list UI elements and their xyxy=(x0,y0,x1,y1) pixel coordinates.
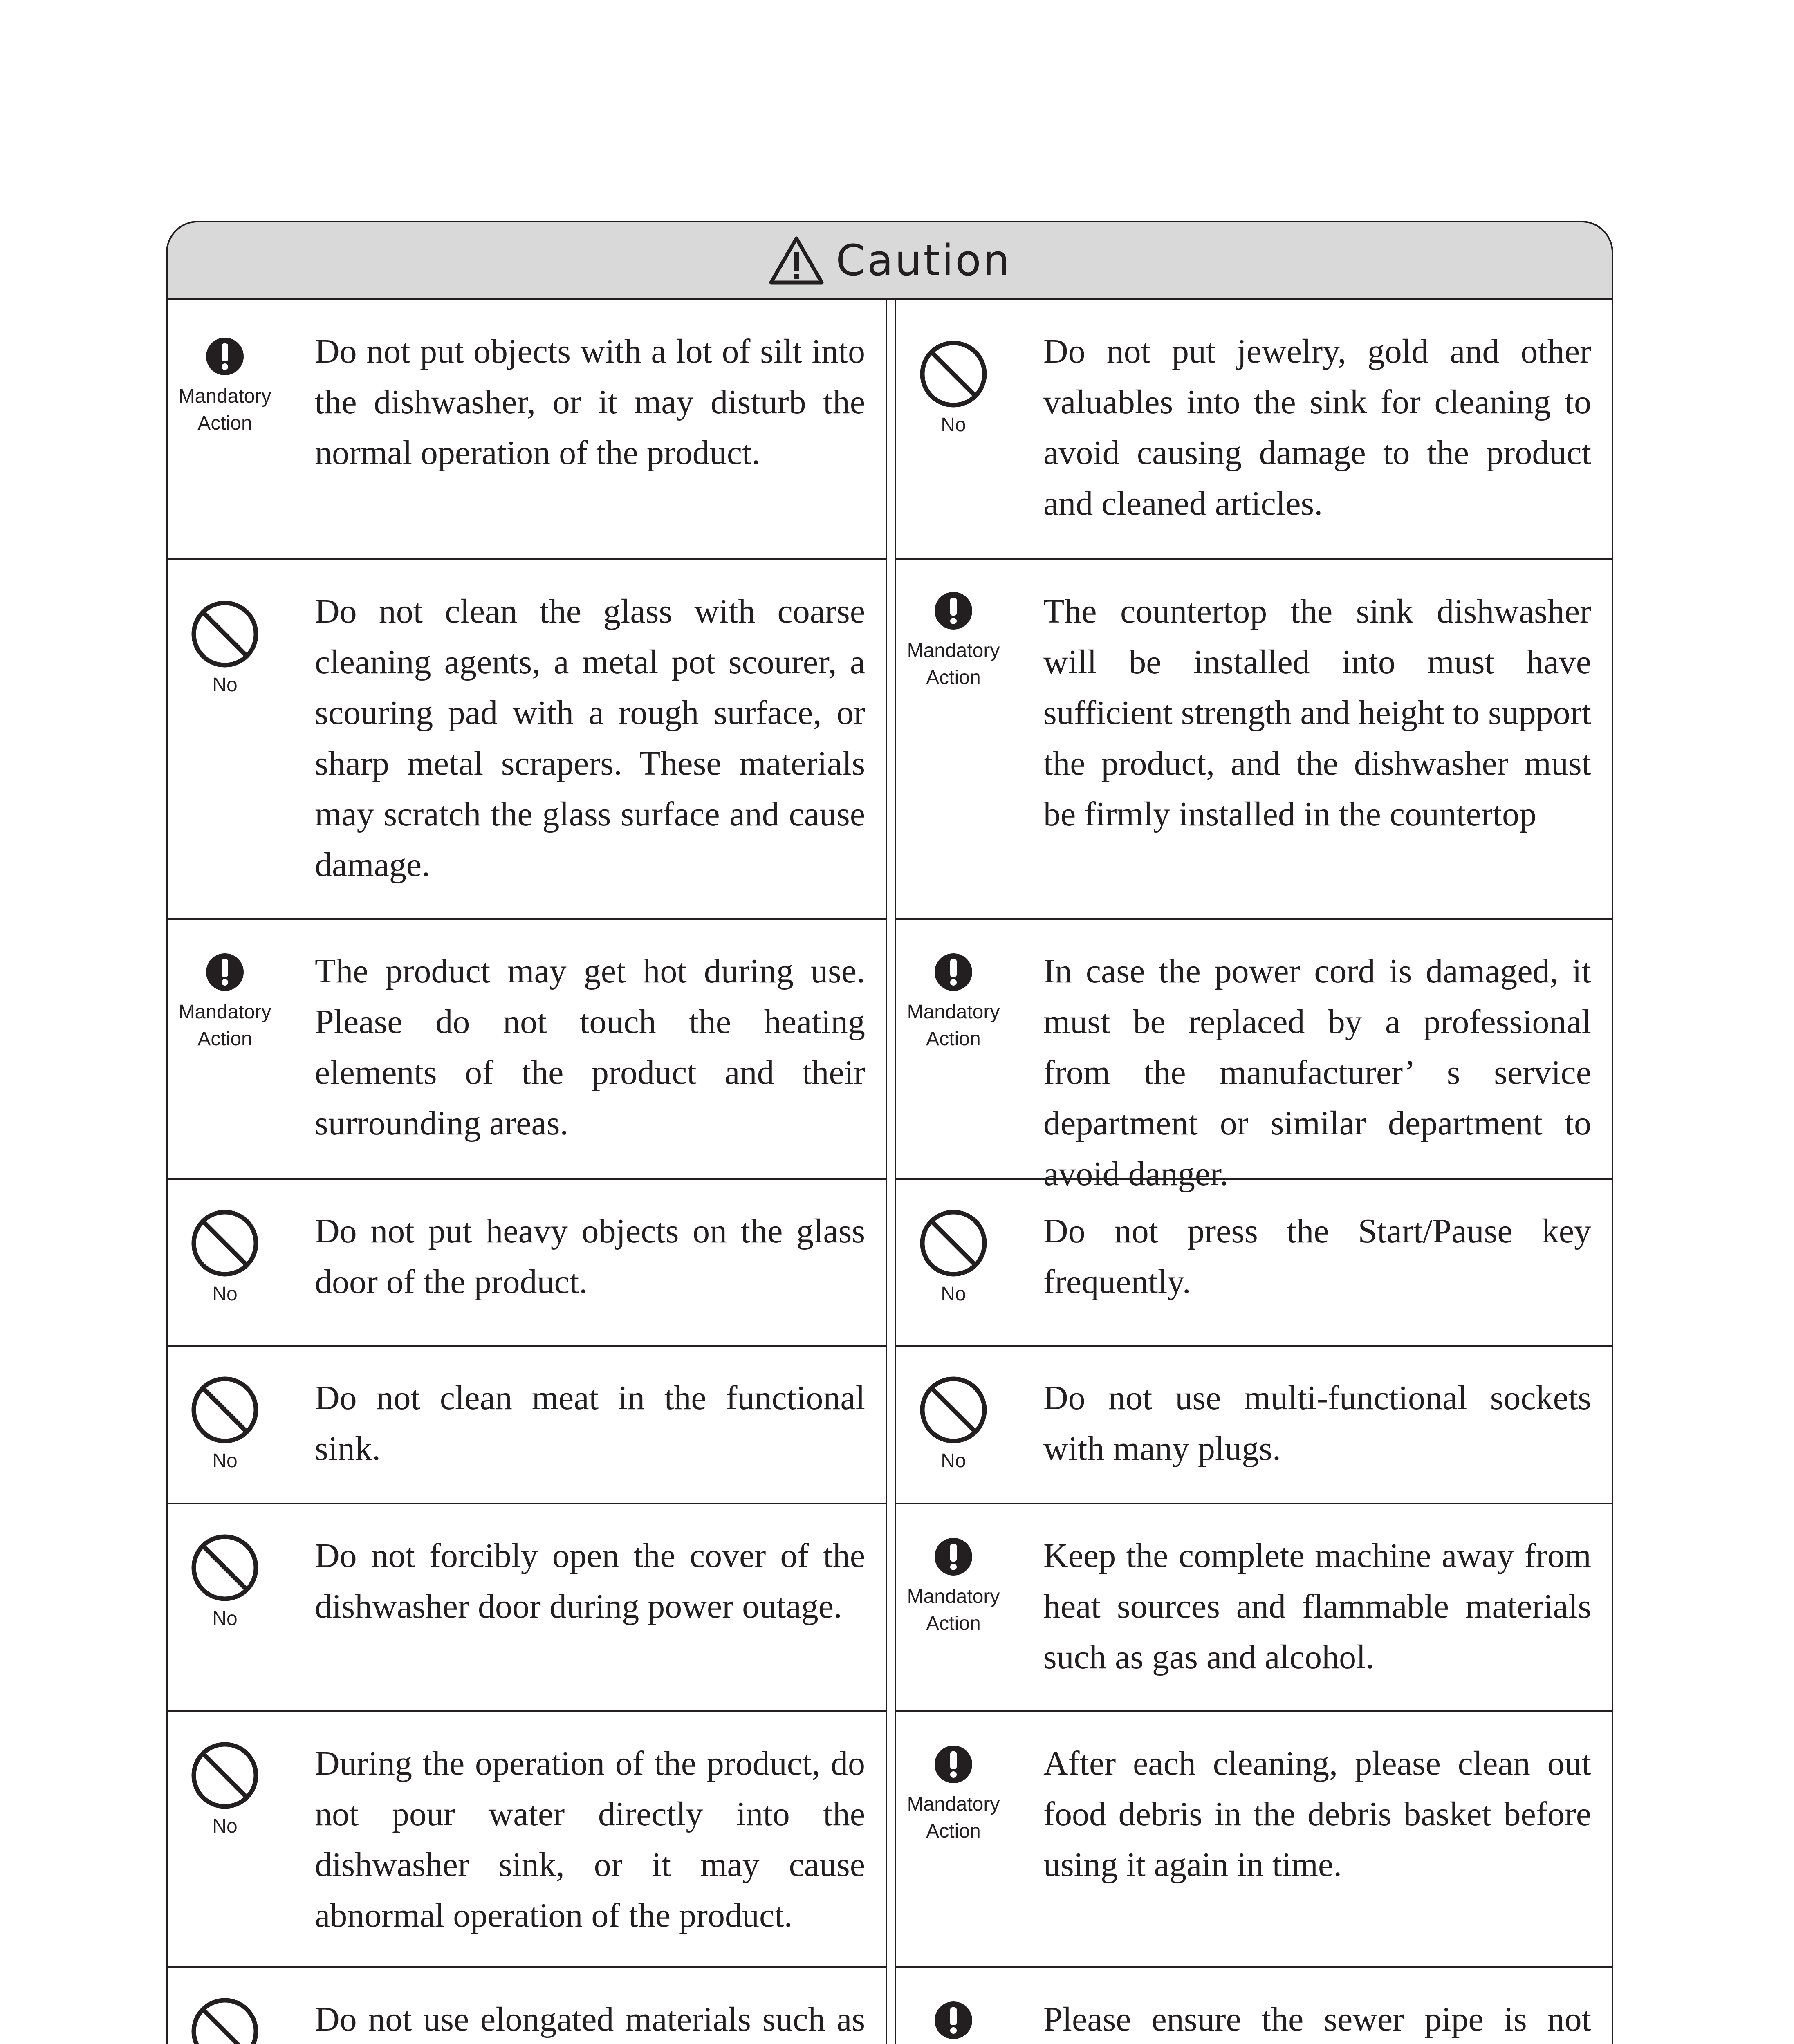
caution-item xyxy=(896,560,1612,920)
mandatory-action-badge xyxy=(178,953,271,1053)
prohibited-badge xyxy=(184,1997,266,2044)
no-caption: No xyxy=(941,414,966,436)
caution-item-text: Do not use elongated materials such as xyxy=(315,2000,866,2038)
no-caption: No xyxy=(212,1815,238,1837)
caution-header xyxy=(168,222,1612,300)
prohibited-badge xyxy=(184,1741,266,1840)
caution-item xyxy=(168,1712,886,1968)
mandatory-caption-line1: Mandatory xyxy=(178,1001,271,1023)
caution-item-text: In case the power cord is damaged, it must be replaced by a professional from the manufacturer’ s service department or similar department to avoid danger. xyxy=(1043,952,1591,1193)
no-caption: No xyxy=(212,1608,238,1629)
mandatory-action-badge xyxy=(913,2001,994,2044)
prohibited-badge xyxy=(184,599,266,699)
mandatory-caption-line1: Mandatory xyxy=(907,640,1000,661)
mandatory-caption-line2: Action xyxy=(926,1820,981,1842)
prohibited-icon xyxy=(190,1741,260,1812)
caution-item xyxy=(896,1504,1612,1712)
mandatory-caption-line2: Action xyxy=(926,1613,981,1634)
caution-item xyxy=(896,1712,1612,1968)
caution-item-text: Do not put objects with a lot of silt into the dishwasher, or it may disturb the normal operation of the product. xyxy=(315,332,866,472)
prohibited-icon xyxy=(190,1997,260,2044)
no-caption: No xyxy=(212,674,238,696)
caution-item xyxy=(168,920,886,1180)
prohibited-icon xyxy=(190,1533,260,1605)
prohibited-icon xyxy=(190,599,260,671)
caution-item xyxy=(168,560,886,920)
no-caption: No xyxy=(941,1450,966,1472)
caution-item-text: After each cleaning, please clean out food debris in the debris basket before using it again in time. xyxy=(1043,1744,1591,1884)
caution-item-text: The countertop the sink dishwasher will be installed into must have sufficient strength and height to support the product, and the dishwasher must be firmly installed in the countertop xyxy=(1043,592,1591,833)
prohibited-icon xyxy=(919,1208,988,1280)
mandatory-caption-line2: Action xyxy=(197,412,252,434)
caution-item-text: Keep the complete machine away from heat sources and flammable materials such as gas and alcohol. xyxy=(1043,1537,1591,1676)
caution-item xyxy=(168,1968,886,2044)
mandatory-action-icon xyxy=(934,1537,973,1578)
no-caption: No xyxy=(212,1283,238,1305)
caution-title: Caution xyxy=(836,235,1011,285)
caution-item xyxy=(168,1347,886,1504)
mandatory-caption-line2: Action xyxy=(197,1028,252,1050)
mandatory-action-badge xyxy=(907,953,1000,1053)
prohibited-badge xyxy=(184,1375,266,1475)
caution-item xyxy=(168,1504,886,1712)
caution-item xyxy=(896,1180,1612,1347)
mandatory-caption-line2: Action xyxy=(926,1028,981,1050)
caution-grid xyxy=(168,300,1612,2044)
prohibited-badge xyxy=(913,1208,994,1308)
mandatory-action-badge xyxy=(907,591,1000,691)
prohibited-badge xyxy=(913,339,994,439)
prohibited-icon xyxy=(190,1208,260,1280)
caution-item xyxy=(896,300,1612,560)
caution-item-text: Do not clean meat in the functional sink. xyxy=(315,1379,866,1468)
right-column xyxy=(895,300,1612,2044)
mandatory-action-icon xyxy=(934,953,973,994)
mandatory-caption-line1: Mandatory xyxy=(907,1793,1000,1815)
mandatory-action-badge xyxy=(907,1745,1000,1845)
caution-item xyxy=(896,1347,1612,1504)
mandatory-action-badge xyxy=(178,337,271,437)
caution-box xyxy=(166,221,1613,2044)
caution-item-text: Do not press the Start/Pause key frequently. xyxy=(1043,1212,1591,1301)
caution-item xyxy=(168,300,886,560)
prohibited-icon xyxy=(190,1375,260,1447)
mandatory-action-icon xyxy=(205,953,244,994)
mandatory-caption-line1: Mandatory xyxy=(178,385,271,407)
mandatory-action-icon xyxy=(934,1745,973,1786)
caution-item-text: Do not put heavy objects on the glass door of the product. xyxy=(315,1212,866,1301)
mandatory-action-badge xyxy=(907,1537,1000,1637)
mandatory-action-icon xyxy=(934,2001,973,2042)
mandatory-caption-line2: Action xyxy=(926,667,981,688)
caution-item-text: Do not clean the glass with coarse cleaning agents, a metal pot scourer, a scouring pad with a rough surface, or sharp metal scrapers. These materials may scratch the glass surface and cause damage. xyxy=(315,592,866,884)
mandatory-action-icon xyxy=(934,591,973,632)
caution-item-text: Please ensure the sewer pipe is not xyxy=(1043,2000,1591,2038)
no-caption: No xyxy=(212,1450,238,1472)
prohibited-badge xyxy=(184,1533,266,1632)
caution-item-text: The product may get hot during use. Please do not touch the heating elements of the product and their surrounding areas. xyxy=(315,952,866,1142)
column-divider xyxy=(886,300,895,2044)
warning-triangle-icon xyxy=(768,235,825,286)
mandatory-caption-line1: Mandatory xyxy=(907,1001,1000,1023)
prohibited-badge xyxy=(184,1208,266,1308)
mandatory-action-icon xyxy=(205,337,244,378)
left-column xyxy=(168,300,886,2044)
caution-item-text: Do not forcibly open the cover of the dishwasher door during power outage. xyxy=(315,1537,866,1625)
mandatory-caption-line1: Mandatory xyxy=(907,1586,1000,1607)
caution-item xyxy=(168,1180,886,1347)
prohibited-icon xyxy=(919,1375,988,1447)
prohibited-icon xyxy=(919,339,988,411)
prohibited-badge xyxy=(913,1375,994,1475)
caution-item xyxy=(896,920,1612,1193)
no-caption: No xyxy=(941,1283,966,1305)
caution-item-text: During the operation of the product, do not pour water directly into the dishwasher sink, or it may cause abnormal operation of the product. xyxy=(315,1744,866,1934)
caution-item-text: Do not use multi-functional sockets with many plugs. xyxy=(1043,1379,1591,1468)
caution-item xyxy=(896,1968,1612,2044)
caution-item-text: Do not put jewelry, gold and other valuables into the sink for cleaning to avoid causing damage to the product and cleaned articles. xyxy=(1043,332,1591,522)
